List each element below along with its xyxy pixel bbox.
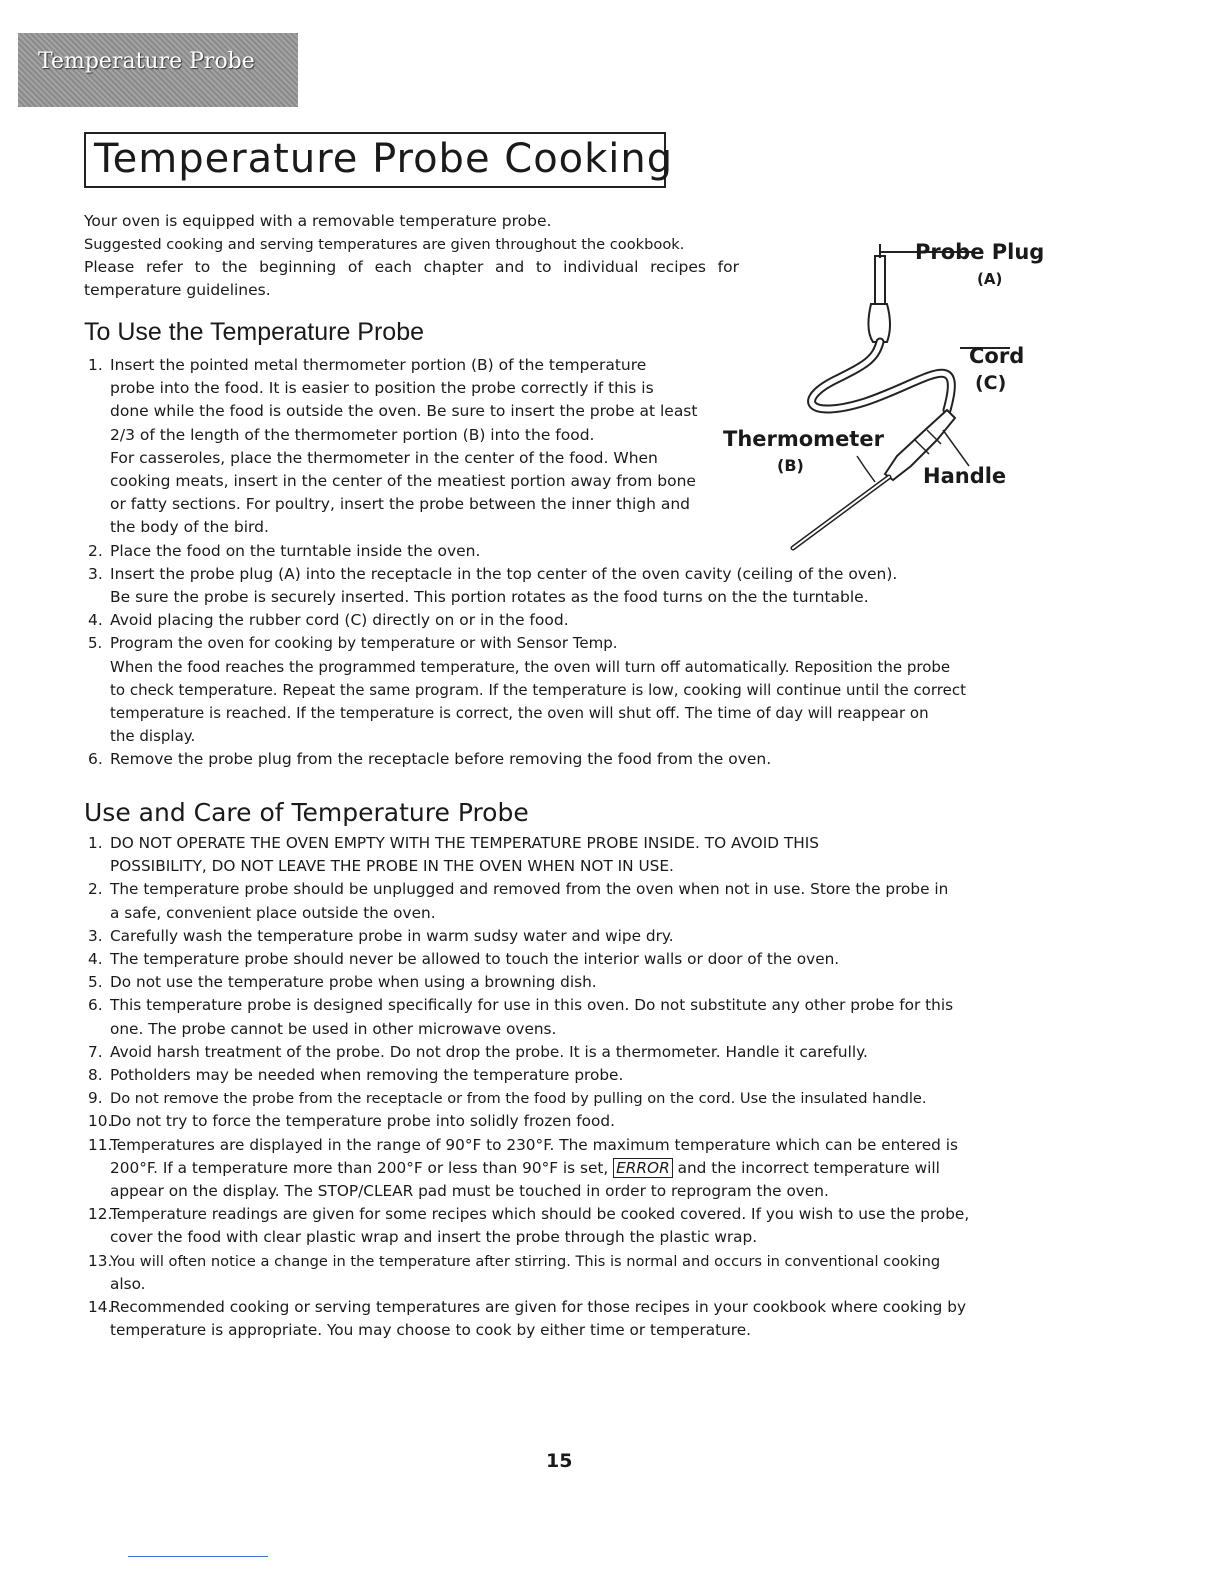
list-item	[84, 1203, 1044, 1249]
item-number: 14.	[88, 1298, 113, 1317]
item-number: 4.	[88, 950, 103, 969]
item-number: 5.	[88, 634, 103, 653]
probe-plug-shape	[875, 256, 885, 304]
item-line: the display.	[110, 727, 196, 746]
item-line: For casseroles, place the thermometer in the center of the food. When	[110, 448, 658, 467]
item-line: to check temperature. Repeat the same program. If the temperature is low, cooking will continue until the correct	[110, 680, 966, 699]
section-heading-use-probe: To Use the Temperature Probe	[84, 318, 425, 346]
item-number: 8.	[88, 1066, 103, 1085]
item-line-part: and the incorrect temperature will	[677, 1158, 940, 1177]
item-line: 2/3 of the length of the thermometer portion (B) into the food.	[110, 425, 595, 444]
item-line: Avoid harsh treatment of the probe. Do not drop the probe. It is a thermometer. Handle it carefully.	[110, 1042, 868, 1061]
item-line: Be sure the probe is securely inserted. This portion rotates as the food turns on the the turntable.	[110, 588, 869, 607]
item-line: Insert the pointed metal thermometer portion (B) of the temperature	[110, 356, 647, 374]
item-line: Program the oven for cooking by temperature or with Sensor Temp.	[110, 634, 618, 653]
item-line: DO NOT OPERATE THE OVEN EMPTY WITH THE TEMPERATURE PROBE INSIDE. TO AVOID THIS	[110, 834, 819, 852]
list-item	[84, 609, 1034, 632]
page-title-box	[84, 132, 674, 188]
item-line: Do not use the temperature probe when using a browning dish.	[110, 973, 597, 992]
item-line: Temperatures are displayed in the range of 90°F to 230°F. The maximum temperature which can be entered is	[110, 1135, 958, 1154]
item-number: 10.	[88, 1112, 113, 1131]
item-number: 13.	[88, 1251, 113, 1270]
item-number: 12.	[88, 1205, 113, 1224]
item-line: Remove the probe plug from the receptacle before removing the food from the oven.	[110, 750, 772, 769]
item-line: probe into the food. It is easier to position the probe correctly if this is	[110, 379, 654, 398]
page-number: 15	[546, 1450, 573, 1472]
handle-leader	[943, 430, 969, 466]
item-number: 7.	[88, 1042, 103, 1061]
item-number: 1.	[88, 356, 103, 374]
list-item	[84, 948, 1044, 971]
item-number: 6.	[88, 996, 103, 1015]
care-list	[84, 832, 1044, 1342]
item-line: When the food reaches the programmed temperature, the oven will turn off automatically. Reposition the probe	[110, 657, 951, 676]
item-line: Recommended cooking or serving temperatures are given for those recipes in your cookbook where cooking by	[110, 1298, 967, 1317]
item-line: You will often notice a change in the temperature after stirring. This is normal and occurs in conventional cooking	[110, 1252, 941, 1270]
item-line: one. The probe cannot be used in other microwave ovens.	[110, 1019, 557, 1038]
intro-line: Suggested cooking and serving temperatures are given throughout the cookbook.	[84, 236, 685, 253]
label-handle: Handle	[923, 464, 1007, 488]
item-line-part: 200°F. If a temperature more than 200°F or less than 90°F is set,	[110, 1158, 609, 1177]
item-line: a safe, convenient place outside the oven.	[110, 903, 436, 922]
item-line: Do not remove the probe from the receptacle or from the food by pulling on the cord. Use the insulated handle.	[110, 1090, 927, 1108]
intro-line: Please refer to the beginning of each chapter and to individual recipes for	[84, 258, 739, 276]
item-line: Avoid placing the rubber cord (C) directly on or in the food.	[110, 611, 569, 630]
item-line: Temperature readings are given for some recipes which should be cooked covered. If you wish to use the probe,	[110, 1205, 970, 1224]
item-number: 11.	[88, 1135, 113, 1154]
list-item	[84, 925, 1044, 948]
label-thermometer: Thermometer	[723, 427, 884, 451]
list-item	[84, 1296, 1044, 1342]
thermometer-shaft-inner	[793, 477, 889, 548]
item-line: done while the food is outside the oven. Be sure to insert the probe at least	[110, 402, 698, 421]
item-line: also.	[110, 1274, 146, 1293]
item-number: 2.	[88, 541, 103, 560]
list-item	[84, 1041, 1044, 1064]
intro-paragraph	[84, 210, 739, 302]
item-line: the body of the bird.	[110, 518, 269, 537]
item-line: Potholders may be needed when removing the temperature probe.	[110, 1066, 624, 1085]
item-line: or fatty sections. For poultry, insert the probe between the inner thigh and	[110, 495, 691, 514]
list-item	[84, 748, 1034, 771]
item-number: 9.	[88, 1089, 103, 1108]
list-item	[84, 563, 1034, 609]
item-line: Insert the probe plug (A) into the receptacle in the top center of the oven cavity (ceiling of the oven).	[110, 564, 898, 583]
list-item	[84, 1134, 1044, 1204]
footer-rule	[128, 1556, 268, 1557]
label-thermometer-letter: (B)	[777, 456, 804, 475]
item-number: 2.	[88, 880, 103, 899]
section-tab-label: Temperature Probe	[38, 49, 255, 74]
section-heading-use-and-care: Use and Care of Temperature Probe	[84, 798, 529, 827]
list-item	[84, 994, 1044, 1040]
item-line: appear on the display. The STOP/CLEAR pad must be touched in order to reprogram the oven.	[110, 1182, 829, 1201]
item-number: 3.	[88, 926, 103, 945]
item-line: Place the food on the turntable inside the oven.	[110, 541, 481, 560]
list-item	[84, 878, 1044, 924]
item-line: cooking meats, insert in the center of the meatiest portion away from bone	[110, 472, 696, 491]
label-probe-plug-letter: (A)	[977, 270, 1003, 288]
probe-diagram	[715, 230, 1045, 560]
list-item	[84, 1250, 1044, 1296]
page-title: Temperature Probe Cooking	[94, 136, 674, 182]
item-line: This temperature probe is designed specifically for use in this oven. Do not substitute any other probe for this	[110, 996, 954, 1015]
item-line: temperature is reached. If the temperature is correct, the oven will shut off. The time of day will reappear on	[110, 704, 929, 723]
item-number: 6.	[88, 750, 103, 769]
intro-line: Your oven is equipped with a removable temperature probe.	[84, 212, 552, 230]
list-item	[84, 1087, 1044, 1110]
item-line: POSSIBILITY, DO NOT LEAVE THE PROBE IN THE OVEN WHEN NOT IN USE.	[110, 857, 674, 876]
item-number: 3.	[88, 564, 103, 583]
label-cord: Cord	[969, 344, 1025, 368]
list-item	[84, 1110, 1044, 1133]
list-item	[84, 971, 1044, 994]
section-tab	[18, 33, 298, 107]
item-number: 4.	[88, 611, 103, 630]
probe-plug-grip	[868, 304, 890, 342]
item-number: 1.	[88, 834, 103, 852]
item-line-with-error	[110, 1157, 1044, 1180]
item-line: temperature is appropriate. You may choose to cook by either time or temperature.	[110, 1321, 751, 1340]
item-line: The temperature probe should never be allowed to touch the interior walls or door of the oven.	[110, 950, 840, 969]
error-display-box: ERROR	[613, 1158, 673, 1178]
thermometer-leader	[857, 456, 875, 482]
item-line: cover the food with clear plastic wrap and insert the probe through the plastic wrap.	[110, 1228, 758, 1247]
item-line: The temperature probe should be unplugged and removed from the oven when not in use. Store the probe in	[110, 880, 949, 899]
intro-line: temperature guidelines.	[84, 281, 271, 299]
label-probe-plug: Probe Plug	[915, 240, 1045, 264]
list-item	[84, 1064, 1044, 1087]
item-line: Do not try to force the temperature probe into solidly frozen food.	[110, 1112, 615, 1131]
label-cord-letter: (C)	[975, 372, 1007, 394]
list-item	[84, 832, 1044, 878]
list-item	[84, 632, 1034, 748]
item-line: Carefully wash the temperature probe in warm sudsy water and wipe dry.	[110, 926, 674, 945]
item-number: 5.	[88, 973, 103, 992]
